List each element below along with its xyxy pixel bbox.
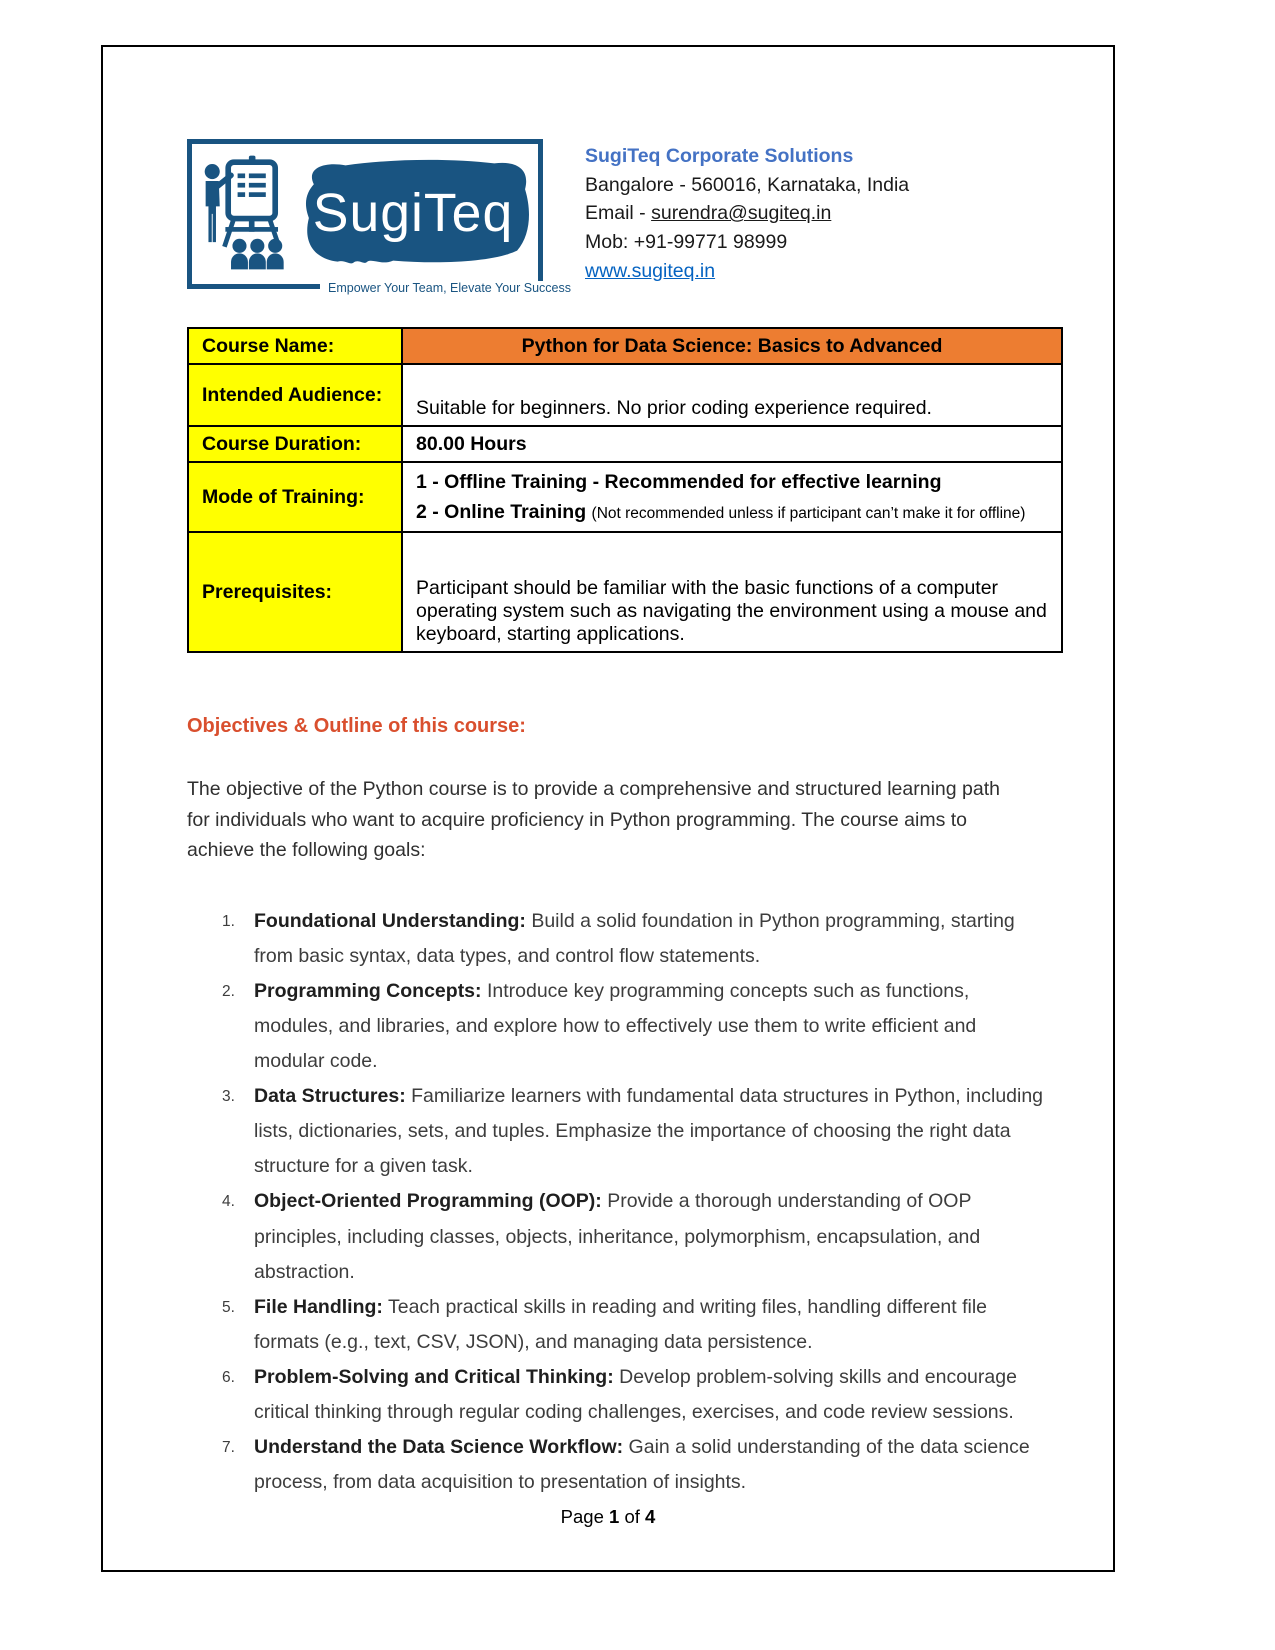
course-duration-label: Course Duration:	[188, 426, 402, 462]
email-link[interactable]: surendra@sugiteq.in	[651, 202, 832, 225]
intended-audience-value: Suitable for beginners. No prior coding experience required.	[402, 364, 1062, 426]
objectives-heading: Objectives & Outline of this course:	[187, 715, 526, 738]
item-title: File Handling:	[254, 1295, 383, 1318]
contact-block	[585, 139, 909, 289]
footer-word-of: of	[624, 1506, 640, 1527]
item-number: 6.	[222, 1368, 235, 1386]
document-header	[187, 139, 1063, 295]
course-duration-value: 80.00 Hours	[402, 426, 1062, 462]
mode-of-training-label: Mode of Training:	[188, 462, 402, 532]
page-content	[103, 47, 1113, 1500]
item-text: Gain a solid understanding of the data science process, from data acquisition to presentation of insights.	[254, 1436, 1030, 1494]
page-border-frame	[101, 45, 1115, 1572]
contact-email-line	[585, 199, 909, 228]
brand-text: SugiTeq	[312, 183, 514, 243]
item-text: Introduce key programming concepts such as functions, modules, and libraries, and explore how to effectively use them to write efficient and modular code.	[254, 979, 977, 1073]
mode-online-label: 2 - Online Training	[416, 501, 587, 524]
logo-tagline: Empower Your Team, Elevate Your Success	[320, 281, 579, 295]
item-title: Data Structures:	[254, 1085, 406, 1108]
footer-word-page: Page	[560, 1506, 604, 1527]
trainer-pictogram-icon	[200, 149, 294, 275]
objective-item	[187, 904, 1047, 974]
item-number: 1.	[222, 912, 235, 930]
objective-item	[187, 1430, 1047, 1500]
item-title: Understand the Data Science Workflow:	[254, 1436, 624, 1459]
objectives-list	[187, 904, 1047, 1501]
mode-of-training-value	[402, 462, 1062, 532]
item-number: 3.	[222, 1088, 235, 1106]
prerequisites-label: Prerequisites:	[188, 532, 402, 652]
email-label: Email -	[585, 202, 646, 225]
objective-item	[187, 974, 1047, 1079]
item-text: Build a solid foundation in Python programming, starting from basic syntax, data types, and control flow statements.	[254, 909, 1015, 967]
item-title: Programming Concepts:	[254, 979, 482, 1002]
item-title: Problem-Solving and Critical Thinking:	[254, 1365, 614, 1388]
page-footer	[103, 1506, 1113, 1528]
course-info-table	[187, 327, 1063, 653]
objective-item	[187, 1079, 1047, 1184]
item-text: Develop problem-solving skills and encourage critical thinking through regular coding challenges, exercises, and code review sessions.	[254, 1365, 1017, 1423]
brand-blob-icon	[294, 153, 532, 271]
item-number: 2.	[222, 982, 235, 1000]
objective-item	[187, 1184, 1047, 1289]
intended-audience-label: Intended Audience:	[188, 364, 402, 426]
item-title: Foundational Understanding:	[254, 909, 526, 932]
footer-page-number: 1	[609, 1506, 620, 1527]
item-text: Teach practical skills in reading and writing files, handling different file formats (e.g., text, CSV, JSON), and managing data persistence.	[254, 1295, 988, 1353]
website-link[interactable]: www.sugiteq.in	[585, 259, 716, 282]
objective-item	[187, 1290, 1047, 1360]
item-title: Object-Oriented Programming (OOP):	[254, 1190, 602, 1213]
item-text: Provide a thorough understanding of OOP principles, including classes, objects, inheritance, polymorphism, encapsulation, and abstraction.	[254, 1190, 981, 1283]
item-number: 5.	[222, 1298, 235, 1316]
item-number: 4.	[222, 1193, 235, 1211]
item-number: 7.	[222, 1439, 235, 1457]
course-name-label: Course Name:	[188, 328, 402, 364]
course-name-value: Python for Data Science: Basics to Advanced	[402, 328, 1062, 364]
company-logo	[187, 139, 571, 295]
company-name: SugiTeq Corporate Solutions	[585, 145, 854, 167]
item-text: Familiarize learners with fundamental data structures in Python, including lists, dictionaries, sets, and tuples. Emphasize the importance of choosing the right data structure for a given task.	[254, 1085, 1044, 1178]
objective-item	[187, 1360, 1047, 1430]
company-address: Bangalore - 560016, Karnataka, India	[585, 173, 910, 196]
mode-online-note: (Not recommended unless if participant can’t make it for offline)	[591, 505, 1026, 523]
footer-total-pages: 4	[645, 1506, 656, 1527]
objectives-intro: The objective of the Python course is to provide a comprehensive and structured learning path for individuals who want to acquire proficiency in Python programming. The course aims to achieve the following goals:	[187, 778, 1000, 862]
contact-mobile: Mob: +91-99771 98999	[585, 230, 788, 253]
prerequisites-value: Participant should be familiar with the basic functions of a computer operating system such as navigating the environment using a mouse and keyboard, starting applications.	[402, 532, 1062, 652]
mode-offline-line: 1 - Offline Training - Recommended for effective learning	[416, 471, 942, 493]
